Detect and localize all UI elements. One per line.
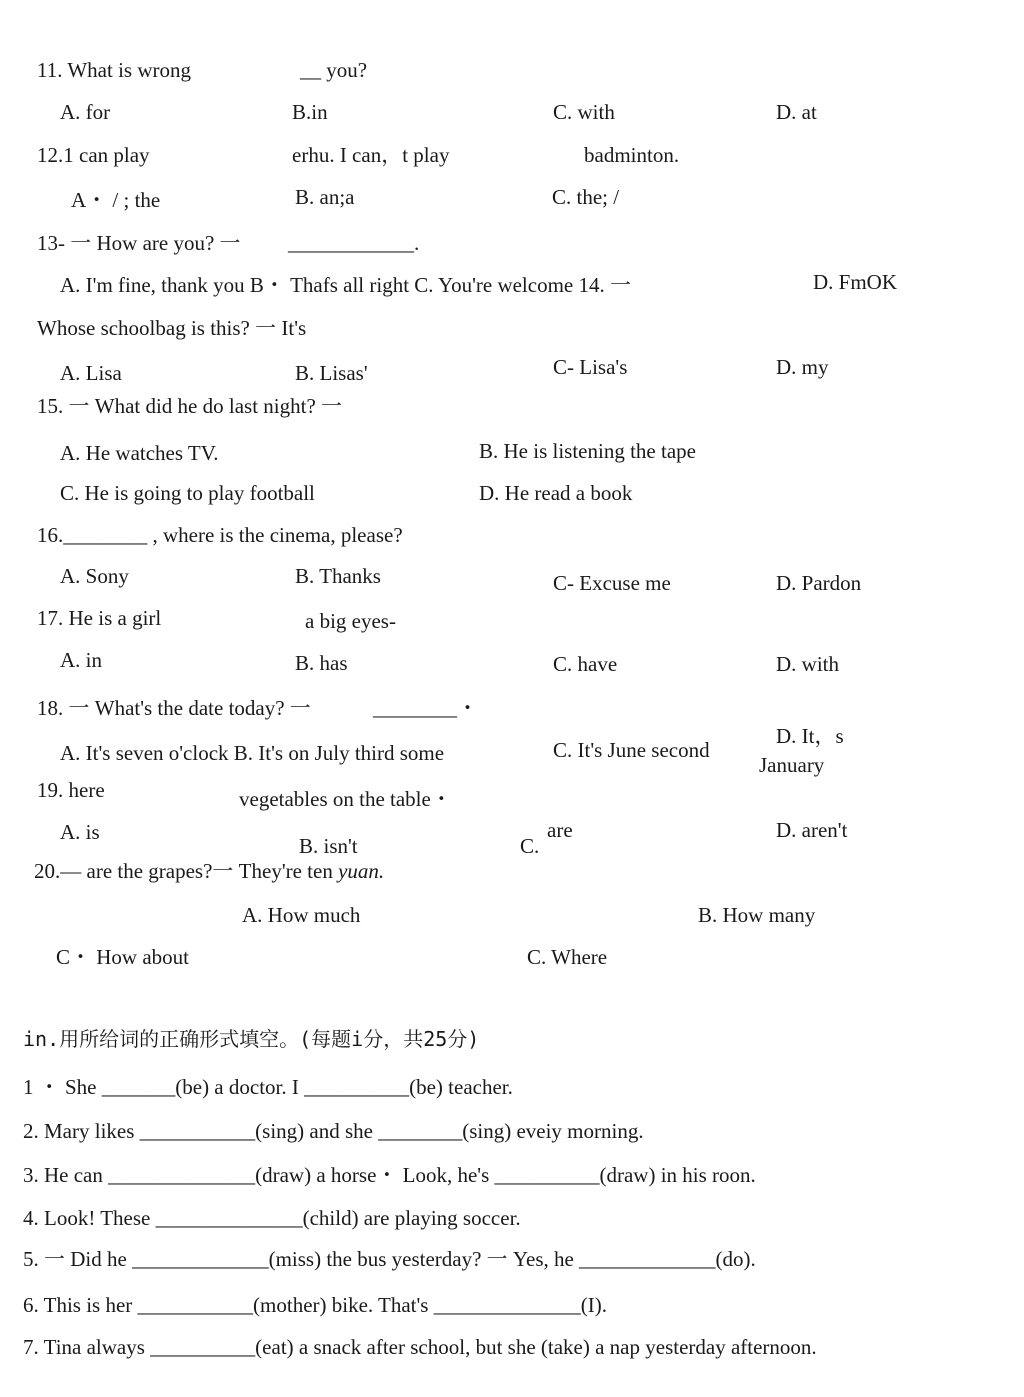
q14-stem: Whose schoolbag is this? 一 It's <box>37 316 307 340</box>
q20-option-d: C. Where <box>527 945 608 969</box>
q20-stem-yuan: yuan. <box>338 859 385 883</box>
q15-option-d: D. He read a book <box>479 481 633 505</box>
fill-item-6: 6. This is her ___________(mother) bike. That's ______________(I). <box>23 1293 607 1317</box>
q18-option-d-continued: January <box>759 753 825 777</box>
q19-option-b: B. isn't <box>299 834 358 858</box>
q12-stem: 12.1 can play <box>37 143 150 167</box>
q18-blank: ________・ <box>373 696 478 720</box>
q19-option-c-label: C. <box>520 834 540 858</box>
q11-option-d: D. at <box>776 100 817 124</box>
q14-option-a: A. Lisa <box>60 361 122 385</box>
q20-option-c: C・ How about <box>56 945 189 969</box>
section-title: in.用所给词的正确形式填空。(每题i分，共25分) <box>23 1027 480 1051</box>
q13-stem: 13- 一 How are you? 一 <box>37 231 241 255</box>
q20-option-a: A. How much <box>242 903 361 927</box>
q11-option-a: A. for <box>60 100 111 124</box>
q17-option-b: B. has <box>295 651 348 675</box>
q17-option-a: A. in <box>60 648 102 672</box>
q11-option-c: C. with <box>553 100 615 124</box>
fill-item-4: 4. Look! These ______________(child) are playing soccer. <box>23 1206 521 1230</box>
q16-option-a: A. Sony <box>60 564 129 588</box>
q20-stem <box>34 861 384 882</box>
q19-option-a: A. is <box>60 820 100 844</box>
q19-option-c: are <box>547 818 573 842</box>
q18-option-c: C. It's June second <box>553 738 710 762</box>
q14-option-d: D. my <box>776 355 829 379</box>
q17-option-c: C. have <box>553 652 618 676</box>
q18-stem: 18. 一 What's the date today? 一 <box>37 696 311 720</box>
q15-option-b: B. He is listening the tape <box>479 439 696 463</box>
q15-stem: 15. 一 What did he do last night? 一 <box>37 394 343 418</box>
q11-stem-end: __ you? <box>300 58 368 82</box>
q14-option-c: C- Lisa's <box>553 355 628 379</box>
fill-item-2: 2. Mary likes ___________(sing) and she ________(sing) eveiy morning. <box>23 1119 644 1143</box>
q11-option-b: B.in <box>292 100 328 124</box>
q13-option-d: D. FmOK <box>813 270 898 294</box>
q11-stem: 11. What is wrong <box>37 58 191 82</box>
q19-stem-end: vegetables on the table・ <box>239 787 452 811</box>
q16-option-b: B. Thanks <box>295 564 381 588</box>
fill-item-5: 5. 一 Did he _____________(miss) the bus yesterday? 一 Yes, he _____________(do). <box>23 1247 756 1271</box>
q19-stem: 19. here <box>37 778 105 802</box>
q13-blank: ____________. <box>288 231 420 255</box>
q17-stem: 17. He is a girl <box>37 606 162 630</box>
q14-option-b: B. Lisas' <box>295 361 368 385</box>
q16-stem: 16.________ , where is the cinema, please? <box>37 523 403 547</box>
fill-item-7: 7. Tina always __________(eat) a snack after school, but she (take) a nap yesterday afternoon. <box>23 1335 817 1359</box>
q20-stem-text: 20.— are the grapes?一 They're ten <box>34 859 333 883</box>
q16-option-d: D. Pardon <box>776 571 862 595</box>
fill-item-1: 1 ・ She _______(be) a doctor. I __________(be) teacher. <box>23 1075 513 1099</box>
q20-option-b: B. How many <box>698 903 816 927</box>
q19-option-d: D. aren't <box>776 818 848 842</box>
q15-option-a: A. He watches TV. <box>60 441 219 465</box>
q13-options-line: A. I'm fine, thank you B・ Thafs all right C. You're welcome 14. 一 <box>60 273 631 297</box>
fill-item-3: 3. He can ______________(draw) a horse・ Look, he's __________(draw) in his roon. <box>23 1163 756 1187</box>
q12-stem-middle: erhu. I can，t play <box>292 143 450 167</box>
q12-stem-end: badminton. <box>584 143 680 167</box>
q12-option-b: B. an;a <box>295 185 355 209</box>
q12-option-c: C. the; / <box>552 185 620 209</box>
q18-option-d: D. It，s <box>776 724 844 748</box>
q17-option-d: D. with <box>776 652 839 676</box>
q16-option-c: C- Excuse me <box>553 571 671 595</box>
q15-option-c: C. He is going to play football <box>60 481 315 505</box>
q17-stem-end: a big eyes- <box>305 609 396 633</box>
q12-option-a: A・ / ; the <box>71 188 161 212</box>
q18-options-ab: A. It's seven o'clock B. It's on July third some <box>60 741 445 765</box>
